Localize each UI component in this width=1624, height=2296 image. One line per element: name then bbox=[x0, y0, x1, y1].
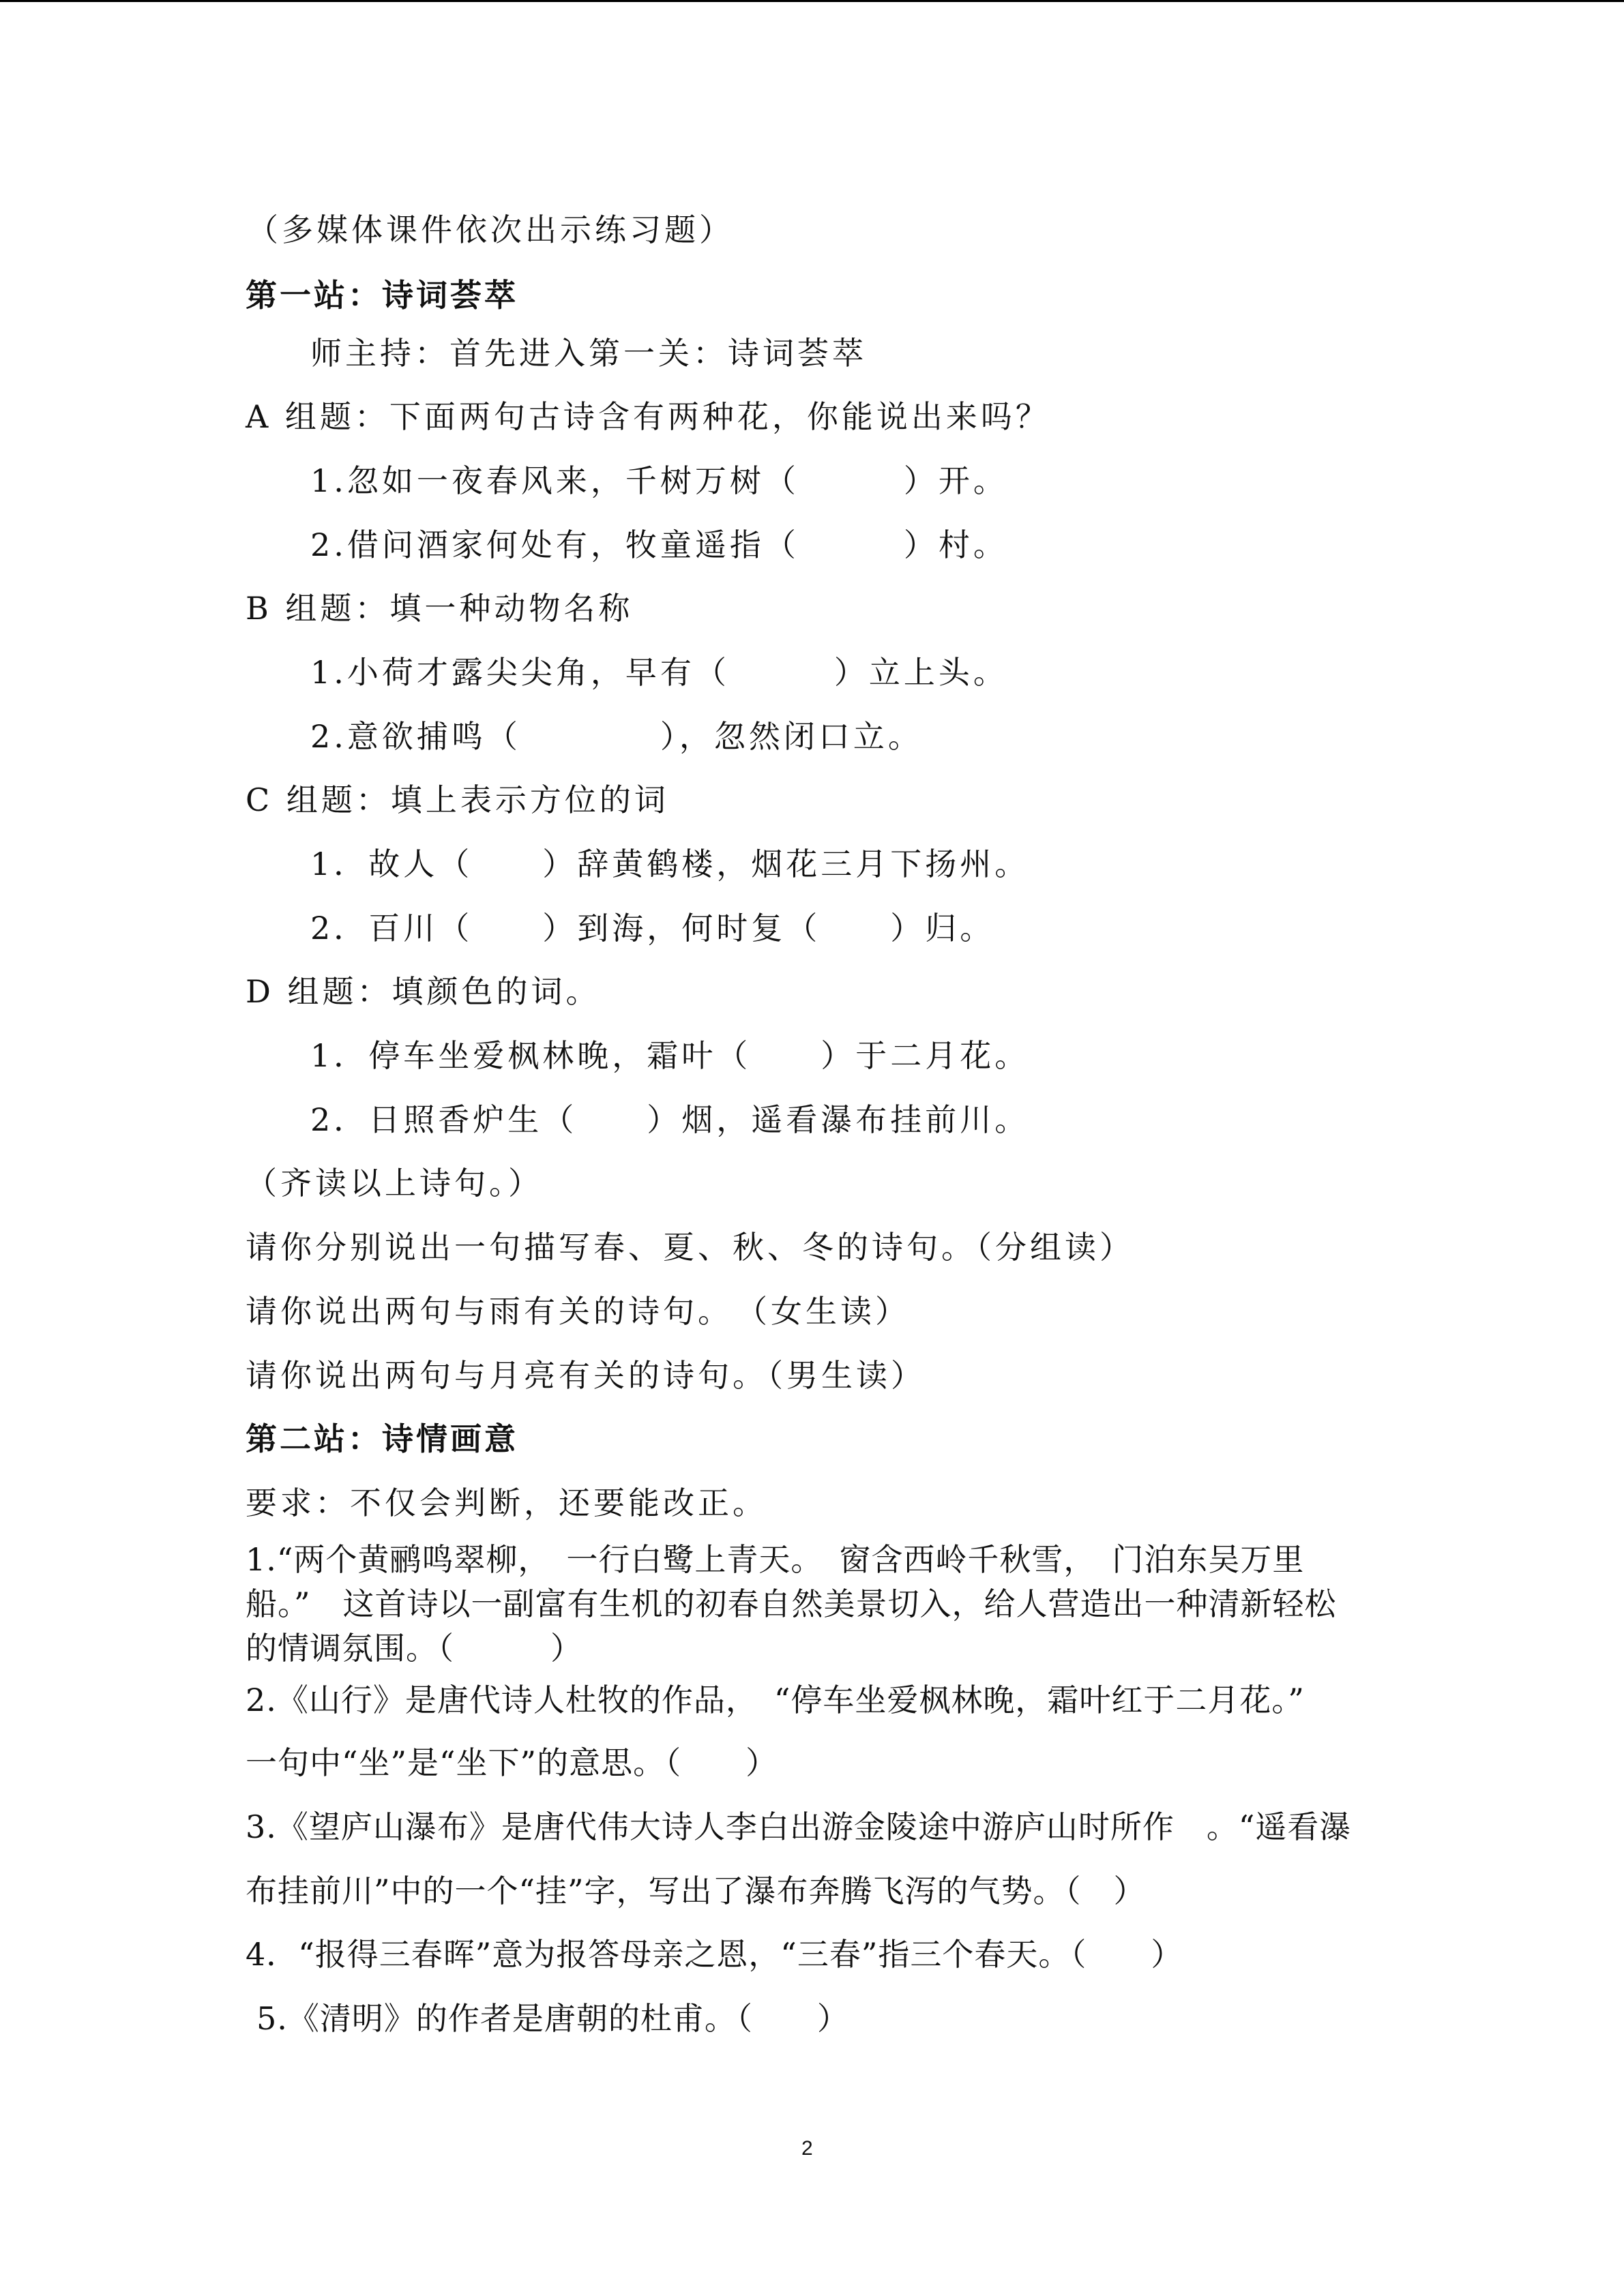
page-top-border bbox=[0, 0, 1624, 2]
station2-question-5: 5.《清明》的作者是唐朝的杜甫。（ ） bbox=[256, 2000, 849, 2037]
host-intro: 师主持：首先进入第一关：诗词荟萃 bbox=[310, 335, 867, 372]
requirement: 要求：不仅会判断，还要能改正。 bbox=[246, 1485, 767, 1521]
groupB-title: B 组题：填一种动物名称 bbox=[246, 590, 634, 627]
station2-question-2-line-2: 一句中“坐”是“坐下”的意思。（ ） bbox=[246, 1744, 778, 1781]
groupC-question-2: 2．百川（ ）到海，何时复（ ）归。 bbox=[310, 910, 995, 946]
station2-question-4: 4．“报得三春晖”意为报答母亲之恩，“三春”指三个春天。（ ） bbox=[246, 1936, 1183, 1973]
station2-question-3-line-1: 3.《望庐山瀑布》是唐代伟大诗人李白出游金陵途中游庐山时所作 。“遥看瀑 bbox=[246, 1808, 1352, 1845]
groupD-title: D 组题：填颜色的词。 bbox=[246, 973, 601, 1010]
station2-question-3-line-2: 布挂前川”中的一个“挂”字，写出了瀑布奔腾飞泻的气势。（ ） bbox=[246, 1873, 1146, 1909]
groupB-question-2: 2.意欲捕鸣（ ），忽然闭口立。 bbox=[310, 718, 923, 755]
station2-heading: 第二站：诗情画意 bbox=[246, 1420, 518, 1457]
exercise-note: （多媒体课件依次出示练习题） bbox=[247, 211, 734, 248]
moon-prompt: 请你说出两句与月亮有关的诗句。（男生读） bbox=[246, 1357, 926, 1394]
station2-question-2-line-1: 2.《山行》是唐代诗人杜牧的作品， “停车坐爱枫林晚，霜叶红于二月花。” bbox=[246, 1682, 1305, 1718]
read-together-note: （齐读以上诗句。） bbox=[246, 1165, 543, 1202]
groupB-question-1: 1.小荷才露尖尖角，早有（ ）立上头。 bbox=[310, 654, 1008, 691]
groupA-question-1: 1.忽如一夜春风来，千树万树（ ）开。 bbox=[310, 462, 1008, 499]
station2-question-1-line-1: 1.“两个黄鹂鸣翠柳， 一行白鹭上青天。 窗含西岭千秋雪， 门泊东吴万里 bbox=[246, 1541, 1305, 1578]
groupA-question-2: 2.借问酒家何处有，牧童遥指（ ）村。 bbox=[310, 526, 1008, 563]
groupA-title: A 组题：下面两句古诗含有两种花，你能说出来吗？ bbox=[246, 398, 1050, 435]
station2-question-1-line-2: 船。” 这首诗以一副富有生机的初春自然美景切入，给人营造出一种清新轻松 bbox=[246, 1585, 1337, 1622]
station2-question-1-line-3: 的情调氛围。（ ） bbox=[246, 1630, 582, 1667]
seasons-prompt: 请你分别说出一句描写春、夏、秋、冬的诗句。（分组读） bbox=[246, 1229, 1134, 1266]
groupC-question-1: 1．故人（ ）辞黄鹤楼，烟花三月下扬州。 bbox=[310, 846, 1030, 882]
groupD-question-1: 1．停车坐爱枫林晚，霜叶（ ）于二月花。 bbox=[310, 1037, 1030, 1074]
groupC-title: C 组题：填上表示方位的词 bbox=[246, 781, 669, 818]
rain-prompt: 请你说出两句与雨有关的诗句。 （女生读） bbox=[246, 1293, 910, 1330]
station1-heading: 第一站：诗词荟萃 bbox=[246, 277, 518, 314]
page-number: 2 bbox=[801, 2137, 813, 2160]
groupD-question-2: 2．日照香炉生（ ）烟，遥看瀑布挂前川。 bbox=[310, 1101, 1030, 1138]
